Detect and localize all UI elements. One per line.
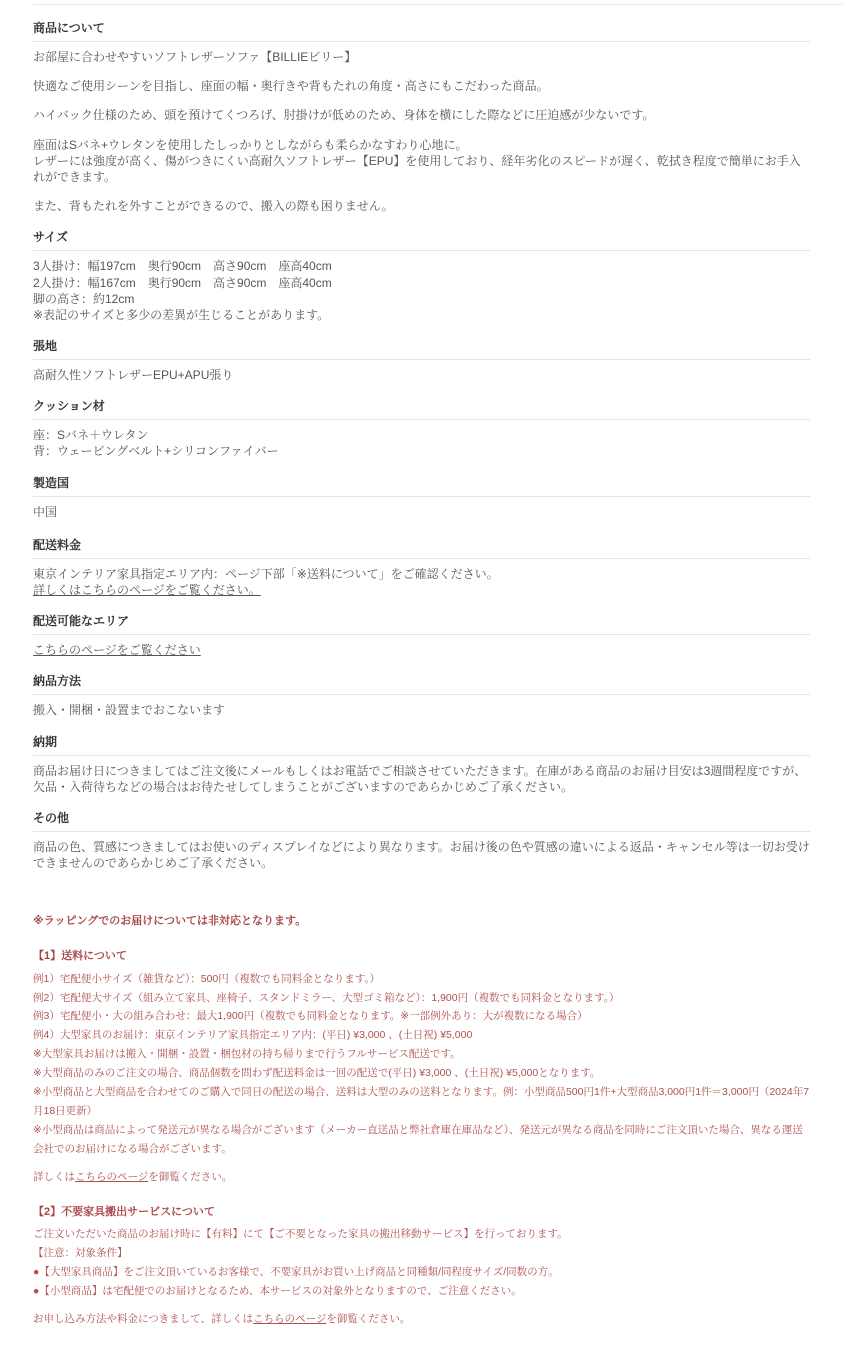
- section-text: 東京インテリア家具指定エリア内：ページ下部「※送料について」をご確認ください。: [33, 566, 499, 581]
- section-delivery-area: [33, 612, 810, 658]
- section-text: 座：Sバネ＋ウレタン: [33, 428, 149, 443]
- section-title: 商品について: [33, 19, 810, 42]
- wrapping-notice: ※ラッピングでのお届けについては非対応となります。: [33, 915, 307, 928]
- section-delivery-method: [33, 672, 810, 718]
- notice-block-furniture-removal: [33, 1203, 810, 1329]
- notice-text: ご注文いただいた商品のお届け時に【有料】にて【ご不要となった家具の搬出移動サービス】を行っております。: [33, 1228, 568, 1241]
- section-other: [33, 809, 810, 871]
- details-link[interactable]: こちらのページ: [75, 1170, 149, 1183]
- paragraph: [33, 642, 810, 658]
- section-text: 2人掛け：幅167cm 奥行90cm 高さ90cm 座高40cm: [33, 275, 332, 290]
- paragraph: [33, 78, 810, 94]
- section-lead-time: [33, 733, 810, 795]
- section-text: 背：ウェービングベルト+シリコンファイバー: [33, 444, 279, 459]
- section-cushion: [33, 397, 810, 459]
- section-title: 納期: [33, 733, 810, 756]
- shipping-notice-area: [33, 913, 810, 1328]
- section-title: 張地: [33, 337, 810, 360]
- paragraph: [33, 258, 810, 323]
- section-about: [33, 19, 810, 214]
- section-text: 商品お届け日につきましてはご注文後にメールもしくはお電話でご相談させていただきます。在庫がある商品のお届け目安は3週間程度ですが、欠品・入荷待ちなどの場合はお待たせしてしまうことがございますのであらかじめご了承ください。: [33, 763, 807, 794]
- section-text: ※表記のサイズと多少の差異が生じることがあります。: [33, 307, 330, 322]
- notice-text: ※小型商品と大型商品を合わせてのご購入で同日の配送の場合、送料は大型のみの送料となります。例：小型商品500円1件+大型商品3,000円1件＝3,000円（2024年7月18日更新）: [33, 1086, 810, 1117]
- section-text: ハイバック仕様のため、頭を預けてくつろげ、肘掛けが低めのため、身体を横にした際などに圧迫感が少ないです。: [33, 108, 655, 123]
- section-text: 中国: [33, 504, 58, 519]
- notice-text: 例3）宅配便小・大の組み合わせ：最大1,900円（複数でも同料金となります。※一部例外あり：大が複数になる場合）: [33, 1010, 588, 1023]
- top-divider: [33, 4, 843, 5]
- notice-footer-text: [33, 1168, 810, 1187]
- notice-text: 例1）宅配便小サイズ（雑貨など）：500円（複数でも同料金となります。）: [33, 972, 381, 985]
- paragraph: [33, 198, 810, 214]
- section-text: 脚の高さ：約12cm: [33, 291, 135, 306]
- product-info-group: [33, 19, 810, 520]
- details-link[interactable]: こちらのページ: [253, 1312, 327, 1325]
- notice-text: 例4）大型家具のお届け：東京インテリア家具指定エリア内：(平日) ¥3,000 、(土日祝) ¥5,000: [33, 1029, 473, 1042]
- notice-title: 【2】不要家具搬出サービスについて: [33, 1205, 215, 1218]
- section-title: 配送料金: [33, 536, 810, 559]
- section-title: 配送可能なエリア: [33, 612, 810, 635]
- notice-text: ※大型商品のみのご注文の場合、商品個数を問わず配送料金は一回の配送で(平日) ¥3,000 、(土日祝) ¥5,000となります。: [33, 1067, 601, 1080]
- paragraph: [33, 427, 810, 459]
- section-text: また、背もたれを外すことができるので、搬入の際も困りません。: [33, 199, 394, 214]
- section-text: お部屋に合わせやすいソフトレザーソファ【BILLIEビリー】: [33, 50, 357, 64]
- paragraph: [33, 49, 810, 65]
- details-link[interactable]: 詳しくはこちらのページをご覧ください。: [33, 583, 261, 597]
- section-text: 座面はSバネ+ウレタンを使用したしっかりとしながらも柔らかなすわり心地に。: [33, 137, 468, 152]
- paragraph: [33, 566, 810, 598]
- details-link[interactable]: こちらのページをご覧ください: [33, 643, 201, 658]
- section-text: 3人掛け：幅197cm 奥行90cm 高さ90cm 座高40cm: [33, 259, 332, 274]
- section-text: レザーには強度が高く、傷がつきにくい高耐久ソフトレザー【EPU】を使用しており、経年劣化のスピードが遅く、乾拭き程度で簡単にお手入れができます。: [33, 153, 801, 184]
- section-text: [33, 642, 810, 658]
- paragraph: [33, 702, 810, 718]
- section-title: サイズ: [33, 228, 810, 251]
- notice-text: ※大型家具お届けは搬入・開梱・設置・梱包材の持ち帰りまで行うフルサービス配送です。: [33, 1048, 461, 1061]
- section-text: 商品の色、質感につきましてはお使いのディスプレイなどにより異なります。お届け後の色や質感の違いによる返品・キャンセル等は一切お受けできませんのであらかじめご了承ください。: [33, 839, 810, 871]
- delivery-info-group: [33, 536, 810, 872]
- product-description-page: [0, 19, 843, 1353]
- section-title: 納品方法: [33, 672, 810, 695]
- text-segment: を御覧ください。: [326, 1312, 411, 1325]
- notice-text: ●【小型商品】は宅配便でのお届けとなるため、本サービスの対象外となりますので、ご注意ください。: [33, 1284, 522, 1297]
- section-shipping-fee: [33, 536, 810, 598]
- notice-text: 例2）宅配便大サイズ（組み立て家具、座椅子、スタンドミラー、大型ゴミ箱など）：1,900円（複数でも同料金となります。）: [33, 991, 620, 1004]
- section-text: 搬入・開梱・設置までおこないます: [33, 703, 226, 718]
- section-country: [33, 474, 810, 520]
- section-title: その他: [33, 809, 810, 832]
- section-title: 製造国: [33, 474, 810, 497]
- notice-footer-text: [33, 1310, 810, 1329]
- section-title: クッション材: [33, 397, 810, 420]
- text-segment: 詳しくは: [33, 1170, 75, 1183]
- notice-title: 【1】送料について: [33, 949, 127, 962]
- paragraph: [33, 839, 810, 871]
- notice-text: ※小型商品は商品によって発送元が異なる場合がございます（メーカー直送品と弊社倉庫在庫品など）、発送元が異なる商品を同時にご注文頂いた場合、異なる運送会社でのお届けになる場合がございます。: [33, 1123, 803, 1155]
- section-text: 快適なご使用シーンを目指し、座面の幅・奥行きや背もたれの角度・高さにもこだわった商品。: [33, 79, 549, 94]
- text-segment: お申し込み方法や料金につきまして、詳しくは: [33, 1312, 254, 1325]
- text-segment: を御覧ください。: [148, 1170, 233, 1183]
- notice-text: ●【大型家具商品】をご注文頂いているお客様で、不要家具がお買い上げ商品と同種類/同程度サイズ/同数の方。: [33, 1266, 559, 1279]
- paragraph: [33, 367, 810, 383]
- section-text: [33, 582, 810, 598]
- paragraph: [33, 763, 810, 795]
- paragraph: [33, 137, 810, 186]
- notice-text: 【注意：対象条件】: [33, 1247, 128, 1260]
- section-text: 高耐久性ソフトレザーEPU+APU張り: [33, 368, 234, 383]
- paragraph: [33, 107, 810, 123]
- notice-block-shipping-info: [33, 947, 810, 1187]
- section-size: [33, 228, 810, 323]
- section-upholstery: [33, 337, 810, 383]
- paragraph: [33, 504, 810, 520]
